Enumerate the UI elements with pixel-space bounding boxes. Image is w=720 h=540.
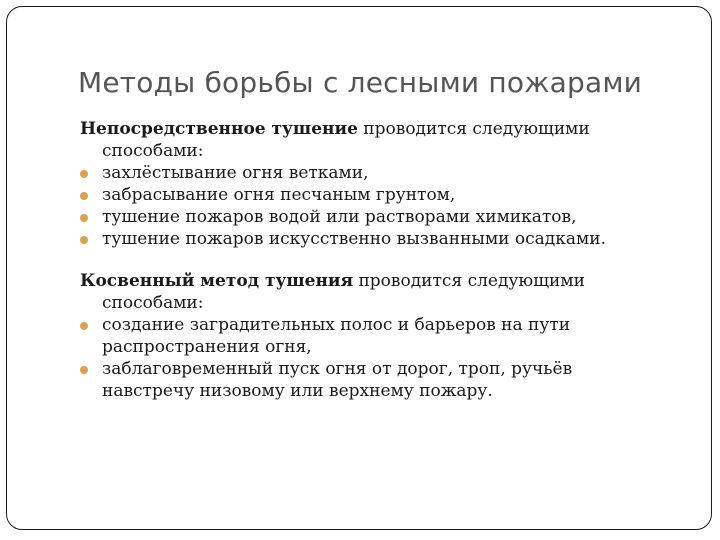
bullet-icon (80, 322, 88, 330)
section-indirect-heading: Косвенный метод тушения (80, 271, 354, 291)
section-indirect-list (80, 314, 680, 402)
section-direct-heading: Непосредственное тушение (80, 119, 358, 139)
list-item: создание заградительных полос и барьеров на пути распространения огня, (80, 314, 680, 358)
section-indirect-rest: проводится следующими (353, 271, 585, 291)
slide-content (80, 118, 680, 402)
bullet-icon (80, 170, 88, 178)
bullet-icon (80, 236, 88, 244)
list-item: тушение пожаров водой или растворами химикатов, (80, 206, 680, 228)
section-direct-list (80, 162, 680, 250)
section-direct-intro (80, 118, 680, 162)
bullet-icon (80, 192, 88, 200)
slide-title: Методы борьбы с лесными пожарами (78, 66, 643, 99)
section-indirect-intro (80, 270, 680, 314)
section-indirect-cont: способами: (102, 293, 204, 313)
list-item: захлёстывание огня ветками, (80, 162, 680, 184)
bullet-icon (80, 366, 88, 374)
list-item: заблаговременный пуск огня от дорог, троп, ручьёв навстречу низовому или верхнему пожару. (80, 358, 680, 402)
list-item: забрасывание огня песчаным грунтом, (80, 184, 680, 206)
spacer (80, 250, 680, 270)
section-direct-rest: проводится следующими (357, 119, 590, 139)
bullet-icon (80, 214, 88, 222)
section-direct-cont: способами: (102, 141, 204, 161)
list-item: тушение пожаров искусственно вызванными осадками. (80, 228, 680, 250)
